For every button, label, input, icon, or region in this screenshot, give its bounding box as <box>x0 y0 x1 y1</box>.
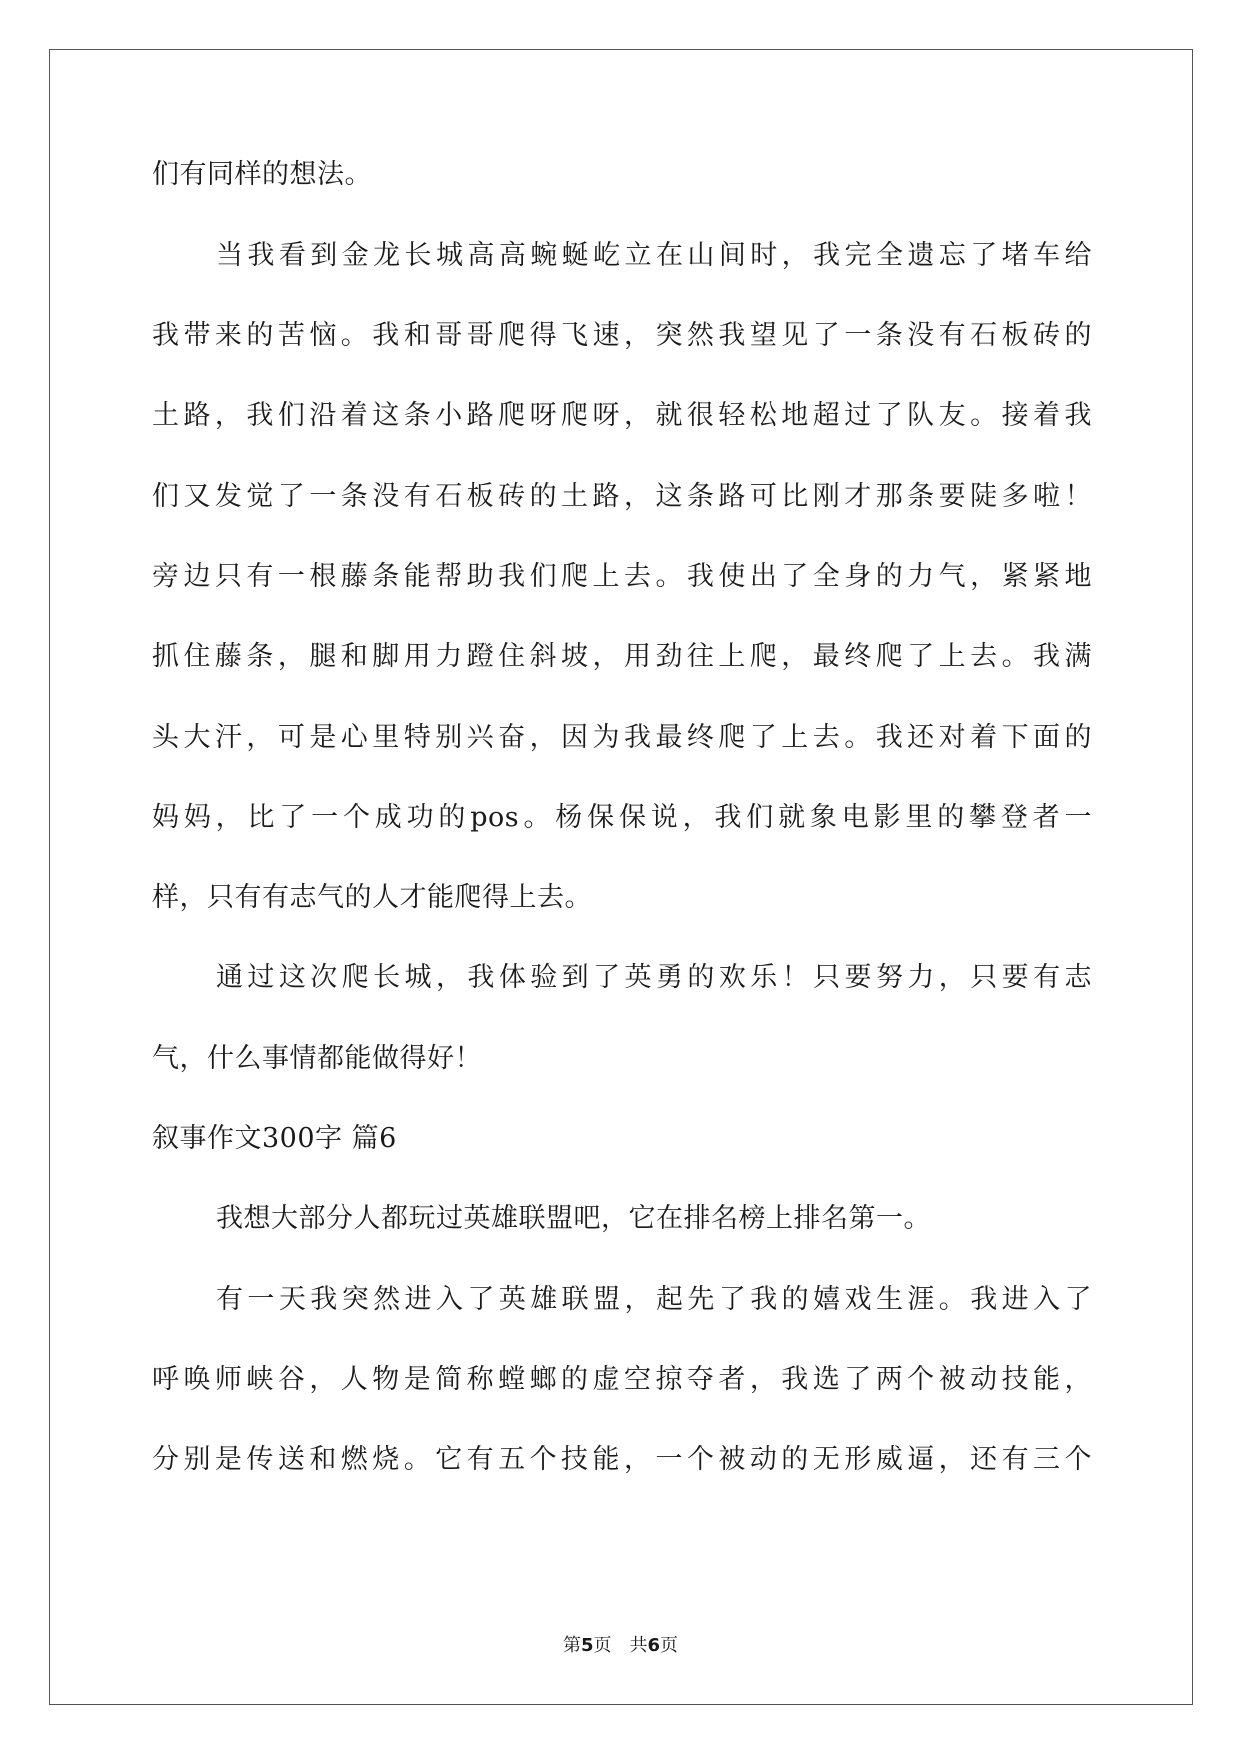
paragraph-line: 土路，我们沿着这条小路爬呀爬呀，就很轻松地超过了队友。接着我 <box>152 400 1092 431</box>
paragraph-line: 我想大部分人都玩过英雄联盟吧，它在排名榜上排名第一。 <box>216 1203 931 1234</box>
paragraph-line: 妈妈，比了一个成功的pos。杨保保说，我们就象电影里的攀登者一 <box>152 802 1092 833</box>
paragraph-line: 有一天我突然进入了英雄联盟，起先了我的嬉戏生涯。我进入了 <box>216 1284 1092 1315</box>
section-heading: 叙事作文300字 篇6 <box>152 1123 397 1154</box>
page-footer <box>0 1634 1241 1658</box>
paragraph-line: 当我看到金龙长城高高蜿蜒屹立在山间时，我完全遗忘了堵车给 <box>216 240 1092 271</box>
total-page-number: 6 <box>647 1635 661 1656</box>
paragraph-line: 我带来的苦恼。我和哥哥爬得飞速，突然我望见了一条没有石板砖的 <box>152 320 1092 351</box>
paragraph-line: 样，只有有志气的人才能爬得上去。 <box>152 882 592 913</box>
page-suffix: 页 <box>660 1635 679 1656</box>
paragraph-line: 分别是传送和燃烧。它有五个技能，一个被动的无形威逼，还有三个 <box>152 1444 1092 1475</box>
current-page-number: 5 <box>580 1635 594 1656</box>
paragraph-line: 旁边只有一根藤条能帮助我们爬上去。我使出了全身的力气，紧紧地 <box>152 561 1092 592</box>
paragraph-line: 气，什么事情都能做得好！ <box>152 1043 482 1074</box>
paragraph-line: 们又发觉了一条没有石板砖的土路，这条路可比刚才那条要陡多啦！ <box>152 481 1092 512</box>
page-prefix: 第 <box>562 1635 581 1656</box>
paragraph-line: 通过这次爬长城，我体验到了英勇的欢乐！只要努力，只要有志 <box>216 962 1092 993</box>
page-mid: 页 共 <box>593 1635 648 1656</box>
paragraph-line: 们有同样的想法。 <box>152 159 372 190</box>
paragraph-line: 呼唤师峡谷，人物是简称螳螂的虚空掠夺者，我选了两个被动技能， <box>152 1364 1092 1395</box>
paragraph-line: 抓住藤条，腿和脚用力蹬住斜坡，用劲往上爬，最终爬了上去。我满 <box>152 641 1092 672</box>
paragraph-line: 头大汗，可是心里特别兴奋，因为我最终爬了上去。我还对着下面的 <box>152 722 1092 753</box>
